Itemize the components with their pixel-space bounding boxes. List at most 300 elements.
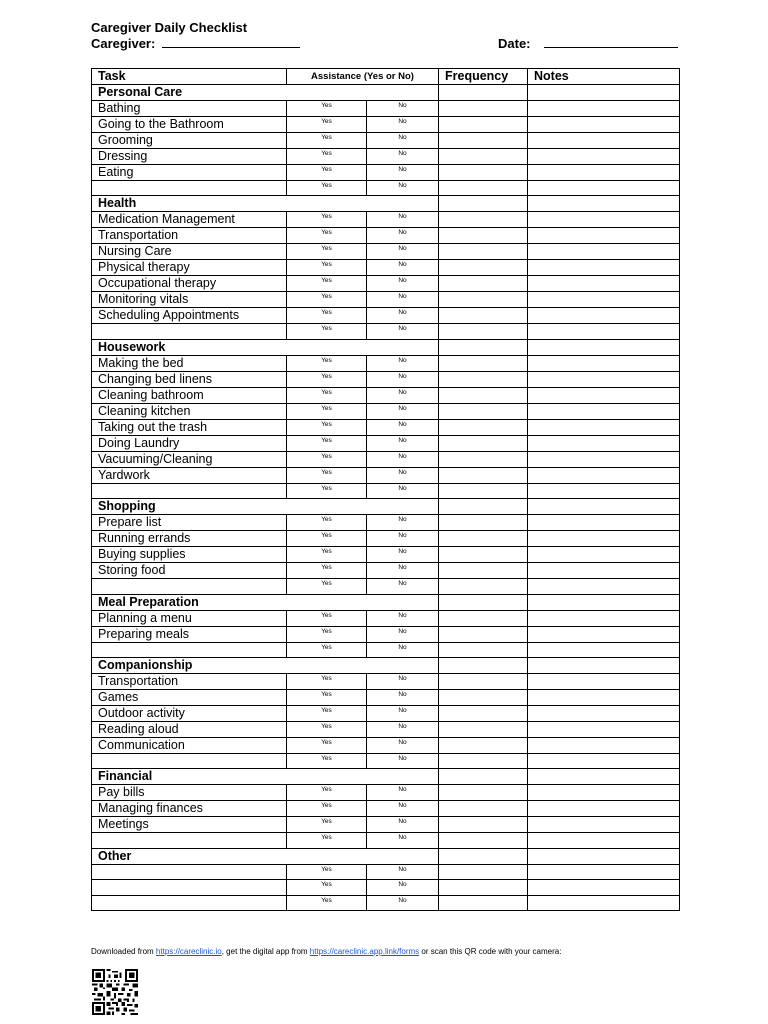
frequency-cell[interactable] <box>439 260 528 276</box>
task-row <box>92 817 680 833</box>
notes-cell[interactable] <box>528 260 680 276</box>
frequency-cell[interactable] <box>439 499 528 515</box>
task-name: Running errands <box>92 531 287 547</box>
task-row <box>92 642 680 657</box>
assistance-no-option[interactable]: No <box>367 387 439 403</box>
assistance-no-option[interactable]: No <box>367 355 439 371</box>
assistance-yes-option[interactable]: Yes <box>287 260 367 276</box>
assistance-no-option[interactable]: No <box>367 626 439 642</box>
section-row <box>92 196 680 212</box>
task-name <box>92 864 287 879</box>
notes-cell[interactable] <box>528 895 680 910</box>
frequency-cell[interactable] <box>439 864 528 879</box>
assistance-no-option[interactable]: No <box>367 371 439 387</box>
task-name <box>92 181 287 196</box>
notes-cell[interactable] <box>528 339 680 355</box>
column-header-assistance: Assistance (Yes or No) <box>287 69 439 85</box>
notes-cell[interactable] <box>528 610 680 626</box>
assistance-yes-option[interactable]: Yes <box>287 276 367 292</box>
notes-cell[interactable] <box>528 276 680 292</box>
caregiver-label: Caregiver: <box>91 36 156 51</box>
forms-app-link[interactable]: https://careclinic.app.link/forms <box>309 947 420 956</box>
footer-prefix: Downloaded from <box>91 947 156 956</box>
section-title: Health <box>92 196 439 212</box>
task-row <box>92 228 680 244</box>
assistance-no-option[interactable]: No <box>367 419 439 435</box>
notes-cell[interactable] <box>528 196 680 212</box>
notes-cell[interactable] <box>528 785 680 801</box>
frequency-cell[interactable] <box>439 133 528 149</box>
notes-cell[interactable] <box>528 499 680 515</box>
task-row <box>92 689 680 705</box>
notes-cell[interactable] <box>528 753 680 768</box>
notes-cell[interactable] <box>528 244 680 260</box>
assistance-no-option[interactable]: No <box>367 547 439 563</box>
task-name: Occupational therapy <box>92 276 287 292</box>
assistance-no-option[interactable]: No <box>367 244 439 260</box>
frequency-cell[interactable] <box>439 467 528 483</box>
section-title: Personal Care <box>92 85 439 101</box>
assistance-yes-option[interactable]: Yes <box>287 117 367 133</box>
assistance-no-option[interactable]: No <box>367 705 439 721</box>
assistance-yes-option[interactable]: Yes <box>287 483 367 498</box>
frequency-cell[interactable] <box>439 181 528 196</box>
assistance-no-option[interactable]: No <box>367 212 439 228</box>
footer-note <box>91 947 561 957</box>
column-header-frequency: Frequency <box>439 69 528 85</box>
task-name: Cleaning bathroom <box>92 387 287 403</box>
notes-cell[interactable] <box>528 117 680 133</box>
notes-cell[interactable] <box>528 673 680 689</box>
task-name: Storing food <box>92 563 287 579</box>
task-row <box>92 117 680 133</box>
frequency-cell[interactable] <box>439 594 528 610</box>
task-name: Cleaning kitchen <box>92 403 287 419</box>
assistance-no-option[interactable]: No <box>367 531 439 547</box>
assistance-yes-option[interactable]: Yes <box>287 181 367 196</box>
task-name: Nursing Care <box>92 244 287 260</box>
notes-cell[interactable] <box>528 101 680 117</box>
assistance-no-option[interactable]: No <box>367 721 439 737</box>
assistance-yes-option[interactable]: Yes <box>287 753 367 768</box>
assistance-yes-option[interactable]: Yes <box>287 531 367 547</box>
task-row <box>92 324 680 339</box>
task-name: Dressing <box>92 149 287 165</box>
task-name <box>92 324 287 339</box>
notes-cell[interactable] <box>528 880 680 895</box>
column-header-task: Task <box>92 69 287 85</box>
frequency-cell[interactable] <box>439 149 528 165</box>
date-field[interactable] <box>498 36 678 52</box>
section-title: Shopping <box>92 499 439 515</box>
notes-cell[interactable] <box>528 435 680 451</box>
task-row <box>92 673 680 689</box>
assistance-no-option[interactable]: No <box>367 228 439 244</box>
task-name: Yardwork <box>92 467 287 483</box>
frequency-cell[interactable] <box>439 563 528 579</box>
assistance-no-option[interactable]: No <box>367 133 439 149</box>
task-row <box>92 403 680 419</box>
task-name <box>92 833 287 848</box>
task-row <box>92 753 680 768</box>
frequency-cell[interactable] <box>439 212 528 228</box>
task-name: Prepare list <box>92 515 287 531</box>
frequency-cell[interactable] <box>439 339 528 355</box>
task-row <box>92 895 680 910</box>
assistance-no-option[interactable]: No <box>367 483 439 498</box>
assistance-no-option[interactable]: No <box>367 753 439 768</box>
assistance-yes-option[interactable]: Yes <box>287 610 367 626</box>
assistance-no-option[interactable]: No <box>367 451 439 467</box>
notes-cell[interactable] <box>528 133 680 149</box>
qr-code-icon[interactable] <box>92 969 138 1015</box>
assistance-yes-option[interactable]: Yes <box>287 721 367 737</box>
assistance-yes-option[interactable]: Yes <box>287 435 367 451</box>
notes-cell[interactable] <box>528 579 680 594</box>
section-row <box>92 848 680 864</box>
frequency-cell[interactable] <box>439 705 528 721</box>
section-row <box>92 769 680 785</box>
assistance-yes-option[interactable]: Yes <box>287 212 367 228</box>
assistance-no-option[interactable]: No <box>367 515 439 531</box>
notes-cell[interactable] <box>528 769 680 785</box>
assistance-yes-option[interactable]: Yes <box>287 864 367 879</box>
notes-cell[interactable] <box>528 547 680 563</box>
frequency-cell[interactable] <box>439 101 528 117</box>
assistance-yes-option[interactable]: Yes <box>287 324 367 339</box>
frequency-cell[interactable] <box>439 626 528 642</box>
section-title: Housework <box>92 339 439 355</box>
assistance-yes-option[interactable]: Yes <box>287 705 367 721</box>
notes-cell[interactable] <box>528 689 680 705</box>
frequency-cell[interactable] <box>439 244 528 260</box>
frequency-cell[interactable] <box>439 721 528 737</box>
frequency-cell[interactable] <box>439 308 528 324</box>
task-name <box>92 753 287 768</box>
assistance-yes-option[interactable]: Yes <box>287 133 367 149</box>
frequency-cell[interactable] <box>439 451 528 467</box>
assistance-yes-option[interactable]: Yes <box>287 387 367 403</box>
task-name: Changing bed linens <box>92 371 287 387</box>
notes-cell[interactable] <box>528 483 680 498</box>
frequency-cell[interactable] <box>439 435 528 451</box>
task-row <box>92 212 680 228</box>
frequency-cell[interactable] <box>439 673 528 689</box>
task-row <box>92 435 680 451</box>
task-row <box>92 308 680 324</box>
task-name <box>92 642 287 657</box>
assistance-no-option[interactable]: No <box>367 149 439 165</box>
section-title: Other <box>92 848 439 864</box>
task-row <box>92 149 680 165</box>
notes-cell[interactable] <box>528 848 680 864</box>
task-row <box>92 371 680 387</box>
notes-cell[interactable] <box>528 292 680 308</box>
assistance-no-option[interactable]: No <box>367 610 439 626</box>
assistance-no-option[interactable]: No <box>367 260 439 276</box>
frequency-cell[interactable] <box>439 817 528 833</box>
assistance-yes-option[interactable]: Yes <box>287 880 367 895</box>
section-title: Meal Preparation <box>92 594 439 610</box>
assistance-yes-option[interactable]: Yes <box>287 817 367 833</box>
assistance-no-option[interactable]: No <box>367 673 439 689</box>
assistance-yes-option[interactable]: Yes <box>287 228 367 244</box>
frequency-cell[interactable] <box>439 642 528 657</box>
section-title: Companionship <box>92 657 439 673</box>
task-name: Transportation <box>92 673 287 689</box>
frequency-cell[interactable] <box>439 579 528 594</box>
notes-cell[interactable] <box>528 817 680 833</box>
task-row <box>92 387 680 403</box>
notes-cell[interactable] <box>528 228 680 244</box>
frequency-cell[interactable] <box>439 165 528 181</box>
task-row <box>92 467 680 483</box>
notes-cell[interactable] <box>528 355 680 371</box>
frequency-cell[interactable] <box>439 769 528 785</box>
footer-suffix: or scan this QR code with your camera: <box>419 947 562 956</box>
assistance-yes-option[interactable]: Yes <box>287 149 367 165</box>
task-name: Meetings <box>92 817 287 833</box>
assistance-no-option[interactable]: No <box>367 801 439 817</box>
assistance-no-option[interactable]: No <box>367 292 439 308</box>
notes-cell[interactable] <box>528 737 680 753</box>
frequency-cell[interactable] <box>439 276 528 292</box>
frequency-cell[interactable] <box>439 515 528 531</box>
assistance-no-option[interactable]: No <box>367 880 439 895</box>
frequency-cell[interactable] <box>439 403 528 419</box>
careclinic-link[interactable]: https://careclinic.io <box>155 947 222 956</box>
task-row <box>92 355 680 371</box>
notes-cell[interactable] <box>528 515 680 531</box>
task-name: Going to the Bathroom <box>92 117 287 133</box>
assistance-yes-option[interactable]: Yes <box>287 579 367 594</box>
frequency-cell[interactable] <box>439 228 528 244</box>
assistance-yes-option[interactable]: Yes <box>287 165 367 181</box>
assistance-yes-option[interactable]: Yes <box>287 467 367 483</box>
date-blank-line[interactable] <box>544 37 678 48</box>
task-name: Preparing meals <box>92 626 287 642</box>
task-name: Buying supplies <box>92 547 287 563</box>
assistance-yes-option[interactable]: Yes <box>287 292 367 308</box>
task-row <box>92 833 680 848</box>
task-name: Communication <box>92 737 287 753</box>
notes-cell[interactable] <box>528 419 680 435</box>
frequency-cell[interactable] <box>439 196 528 212</box>
assistance-yes-option[interactable]: Yes <box>287 244 367 260</box>
assistance-no-option[interactable]: No <box>367 895 439 910</box>
notes-cell[interactable] <box>528 371 680 387</box>
task-row <box>92 133 680 149</box>
task-row <box>92 563 680 579</box>
assistance-yes-option[interactable]: Yes <box>287 801 367 817</box>
frequency-cell[interactable] <box>439 737 528 753</box>
assistance-no-option[interactable]: No <box>367 308 439 324</box>
assistance-yes-option[interactable]: Yes <box>287 101 367 117</box>
notes-cell[interactable] <box>528 531 680 547</box>
notes-cell[interactable] <box>528 308 680 324</box>
task-name: Grooming <box>92 133 287 149</box>
frequency-cell[interactable] <box>439 292 528 308</box>
task-row <box>92 260 680 276</box>
assistance-no-option[interactable]: No <box>367 817 439 833</box>
frequency-cell[interactable] <box>439 547 528 563</box>
assistance-no-option[interactable]: No <box>367 435 439 451</box>
task-name: Monitoring vitals <box>92 292 287 308</box>
assistance-no-option[interactable]: No <box>367 117 439 133</box>
section-row <box>92 339 680 355</box>
caregiver-blank-line[interactable] <box>162 37 300 48</box>
task-name: Managing finances <box>92 801 287 817</box>
page-header <box>91 20 681 51</box>
section-row <box>92 594 680 610</box>
frequency-cell[interactable] <box>439 419 528 435</box>
frequency-cell[interactable] <box>439 610 528 626</box>
frequency-cell[interactable] <box>439 483 528 498</box>
assistance-no-option[interactable]: No <box>367 276 439 292</box>
assistance-yes-option[interactable]: Yes <box>287 563 367 579</box>
assistance-no-option[interactable]: No <box>367 324 439 339</box>
notes-cell[interactable] <box>528 467 680 483</box>
task-name: Making the bed <box>92 355 287 371</box>
frequency-cell[interactable] <box>439 785 528 801</box>
task-name <box>92 895 287 910</box>
assistance-yes-option[interactable]: Yes <box>287 515 367 531</box>
date-label: Date: <box>498 36 531 51</box>
assistance-no-option[interactable]: No <box>367 642 439 657</box>
assistance-yes-option[interactable]: Yes <box>287 737 367 753</box>
task-row <box>92 165 680 181</box>
frequency-cell[interactable] <box>439 895 528 910</box>
task-row <box>92 705 680 721</box>
task-name: Medication Management <box>92 212 287 228</box>
task-name: Physical therapy <box>92 260 287 276</box>
task-row <box>92 419 680 435</box>
assistance-no-option[interactable]: No <box>367 579 439 594</box>
task-name: Scheduling Appointments <box>92 308 287 324</box>
notes-cell[interactable] <box>528 149 680 165</box>
frequency-cell[interactable] <box>439 355 528 371</box>
assistance-no-option[interactable]: No <box>367 165 439 181</box>
notes-cell[interactable] <box>528 212 680 228</box>
assistance-yes-option[interactable]: Yes <box>287 895 367 910</box>
assistance-yes-option[interactable]: Yes <box>287 419 367 435</box>
notes-cell[interactable] <box>528 864 680 879</box>
task-name: Transportation <box>92 228 287 244</box>
frequency-cell[interactable] <box>439 753 528 768</box>
assistance-no-option[interactable]: No <box>367 181 439 196</box>
task-row <box>92 579 680 594</box>
frequency-cell[interactable] <box>439 657 528 673</box>
frequency-cell[interactable] <box>439 531 528 547</box>
assistance-no-option[interactable]: No <box>367 563 439 579</box>
task-name: Games <box>92 689 287 705</box>
notes-cell[interactable] <box>528 721 680 737</box>
notes-cell[interactable] <box>528 403 680 419</box>
notes-cell[interactable] <box>528 165 680 181</box>
notes-cell[interactable] <box>528 181 680 196</box>
assistance-yes-option[interactable]: Yes <box>287 371 367 387</box>
assistance-yes-option[interactable]: Yes <box>287 355 367 371</box>
notes-cell[interactable] <box>528 563 680 579</box>
section-title: Financial <box>92 769 439 785</box>
notes-cell[interactable] <box>528 85 680 101</box>
assistance-yes-option[interactable]: Yes <box>287 673 367 689</box>
frequency-cell[interactable] <box>439 833 528 848</box>
assistance-yes-option[interactable]: Yes <box>287 451 367 467</box>
assistance-yes-option[interactable]: Yes <box>287 308 367 324</box>
task-row <box>92 864 680 879</box>
section-row <box>92 499 680 515</box>
task-row <box>92 483 680 498</box>
task-name: Taking out the trash <box>92 419 287 435</box>
assistance-yes-option[interactable]: Yes <box>287 403 367 419</box>
assistance-no-option[interactable]: No <box>367 101 439 117</box>
task-row <box>92 451 680 467</box>
task-row <box>92 181 680 196</box>
column-header-notes: Notes <box>528 69 680 85</box>
assistance-yes-option[interactable]: Yes <box>287 642 367 657</box>
task-row <box>92 547 680 563</box>
frequency-cell[interactable] <box>439 324 528 339</box>
task-name: Reading aloud <box>92 721 287 737</box>
notes-cell[interactable] <box>528 657 680 673</box>
notes-cell[interactable] <box>528 642 680 657</box>
task-row <box>92 801 680 817</box>
checklist-table <box>91 68 680 911</box>
task-name: Outdoor activity <box>92 705 287 721</box>
frequency-cell[interactable] <box>439 85 528 101</box>
frequency-cell[interactable] <box>439 117 528 133</box>
notes-cell[interactable] <box>528 705 680 721</box>
frequency-cell[interactable] <box>439 371 528 387</box>
task-name: Doing Laundry <box>92 435 287 451</box>
assistance-yes-option[interactable]: Yes <box>287 626 367 642</box>
assistance-no-option[interactable]: No <box>367 785 439 801</box>
task-row <box>92 276 680 292</box>
caregiver-field[interactable] <box>91 36 300 52</box>
notes-cell[interactable] <box>528 324 680 339</box>
frequency-cell[interactable] <box>439 689 528 705</box>
notes-cell[interactable] <box>528 387 680 403</box>
notes-cell[interactable] <box>528 833 680 848</box>
assistance-yes-option[interactable]: Yes <box>287 547 367 563</box>
notes-cell[interactable] <box>528 626 680 642</box>
task-name: Bathing <box>92 101 287 117</box>
assistance-yes-option[interactable]: Yes <box>287 833 367 848</box>
assistance-no-option[interactable]: No <box>367 864 439 879</box>
task-row <box>92 531 680 547</box>
assistance-yes-option[interactable]: Yes <box>287 785 367 801</box>
frequency-cell[interactable] <box>439 387 528 403</box>
assistance-no-option[interactable]: No <box>367 689 439 705</box>
notes-cell[interactable] <box>528 451 680 467</box>
assistance-no-option[interactable]: No <box>367 833 439 848</box>
assistance-no-option[interactable]: No <box>367 403 439 419</box>
frequency-cell[interactable] <box>439 801 528 817</box>
frequency-cell[interactable] <box>439 848 528 864</box>
frequency-cell[interactable] <box>439 880 528 895</box>
notes-cell[interactable] <box>528 801 680 817</box>
task-row <box>92 515 680 531</box>
assistance-no-option[interactable]: No <box>367 737 439 753</box>
task-row <box>92 292 680 308</box>
assistance-no-option[interactable]: No <box>367 467 439 483</box>
task-row <box>92 880 680 895</box>
assistance-yes-option[interactable]: Yes <box>287 689 367 705</box>
task-name <box>92 579 287 594</box>
notes-cell[interactable] <box>528 594 680 610</box>
task-name <box>92 880 287 895</box>
